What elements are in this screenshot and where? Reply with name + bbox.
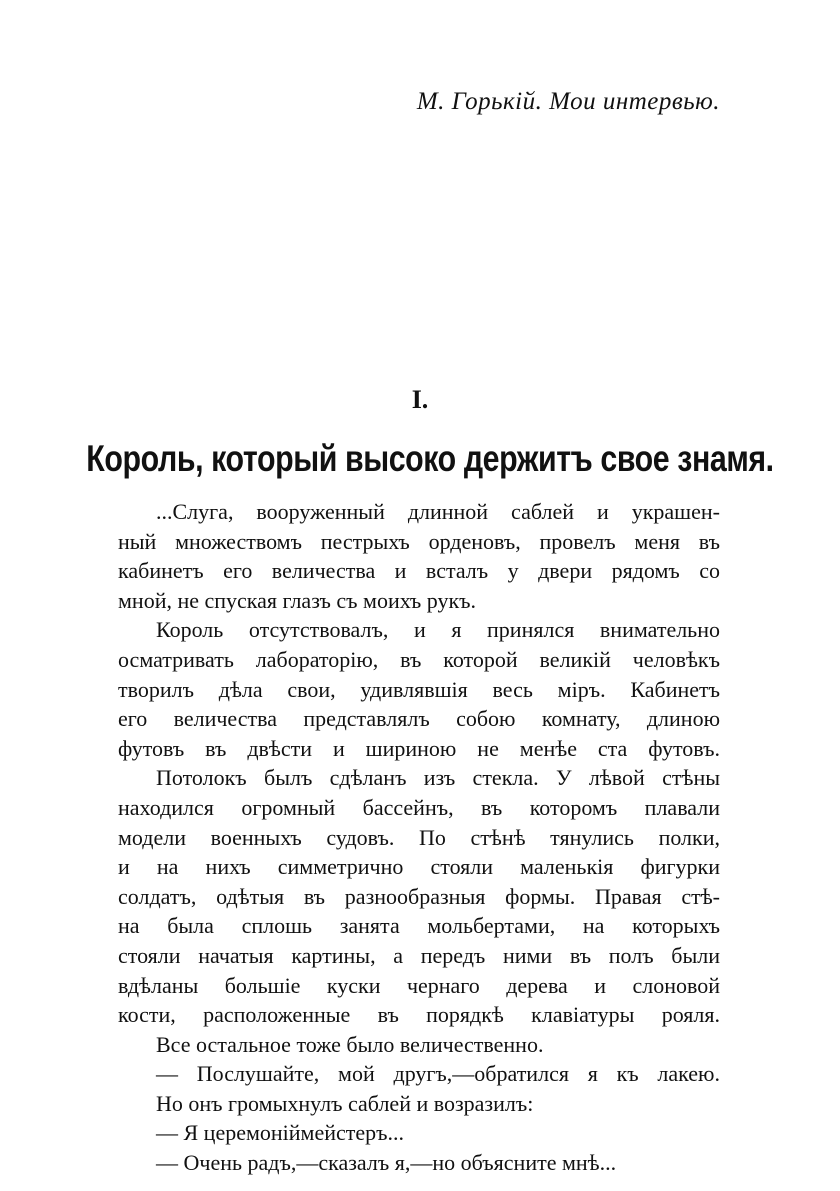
text-line: осматривать лабораторію, въ которой великій человѣкъ	[118, 646, 720, 672]
body-text	[118, 497, 720, 1178]
text-line: кости, расположенные въ порядкѣ клавіатуры рояля.	[118, 1002, 720, 1028]
text-line: ...Слуга, вооруженный длинной саблей и украшен-	[156, 499, 720, 524]
running-head: М. Горькій. Мои интервью.	[416, 88, 720, 115]
text-line: находился огромный бассейнъ, въ которомъ плавали	[118, 794, 720, 820]
text-line: вдѣланы большіе куски чернаго дерева и слоновой	[118, 972, 720, 998]
chapter-title: Король, который высоко держитъ свое знамя.	[86, 438, 774, 479]
text-line: солдатъ, одѣтыя въ разнообразныя формы. Правая стѣ-	[118, 883, 720, 909]
text-line: ный множествомъ пестрыхъ орденовъ, провелъ меня въ	[118, 528, 720, 554]
text-line: на была сплошь занята мольбертами, на которыхъ	[118, 913, 720, 939]
text-line: — Послушайте, мой другъ,—обратился я къ лакею.	[156, 1061, 720, 1087]
text-line: — Я церемоніймейстеръ...	[156, 1120, 405, 1146]
chapter-number: I.	[411, 385, 429, 414]
text-line: Но онъ громыхнулъ саблей и возразилъ:	[156, 1090, 534, 1116]
text-line: модели военныхъ судовъ. По стѣнѣ тянулись полки,	[118, 824, 720, 850]
text-line: Все остальное тоже было величественно.	[156, 1031, 544, 1057]
text-line: и на нихъ симметрично стояли маленькія фигурки	[118, 854, 720, 880]
text-line: Король отсутствовалъ, и я принялся внимательно	[156, 617, 720, 643]
text-line: стояли начатыя картины, а передъ ними въ полъ были	[118, 942, 720, 968]
text-line: его величества представлялъ собою комнату, длиною	[118, 706, 720, 732]
text-line: футовъ въ двѣсти и шириною не менѣе ста футовъ.	[118, 735, 720, 761]
text-line: — Очень радъ,—сказалъ я,—но объясните мнѣ...	[156, 1150, 617, 1176]
text-line: мной, не спуская глазъ съ моихъ рукъ.	[118, 587, 477, 613]
text-line: кабинетъ его величества и всталъ у двери рядомъ со	[118, 558, 720, 584]
text-line: творилъ дѣла свои, удивлявшія весь міръ. Кабинетъ	[118, 676, 720, 702]
text-line: Потолокъ былъ сдѣланъ изъ стекла. У лѣвой стѣны	[156, 765, 720, 791]
